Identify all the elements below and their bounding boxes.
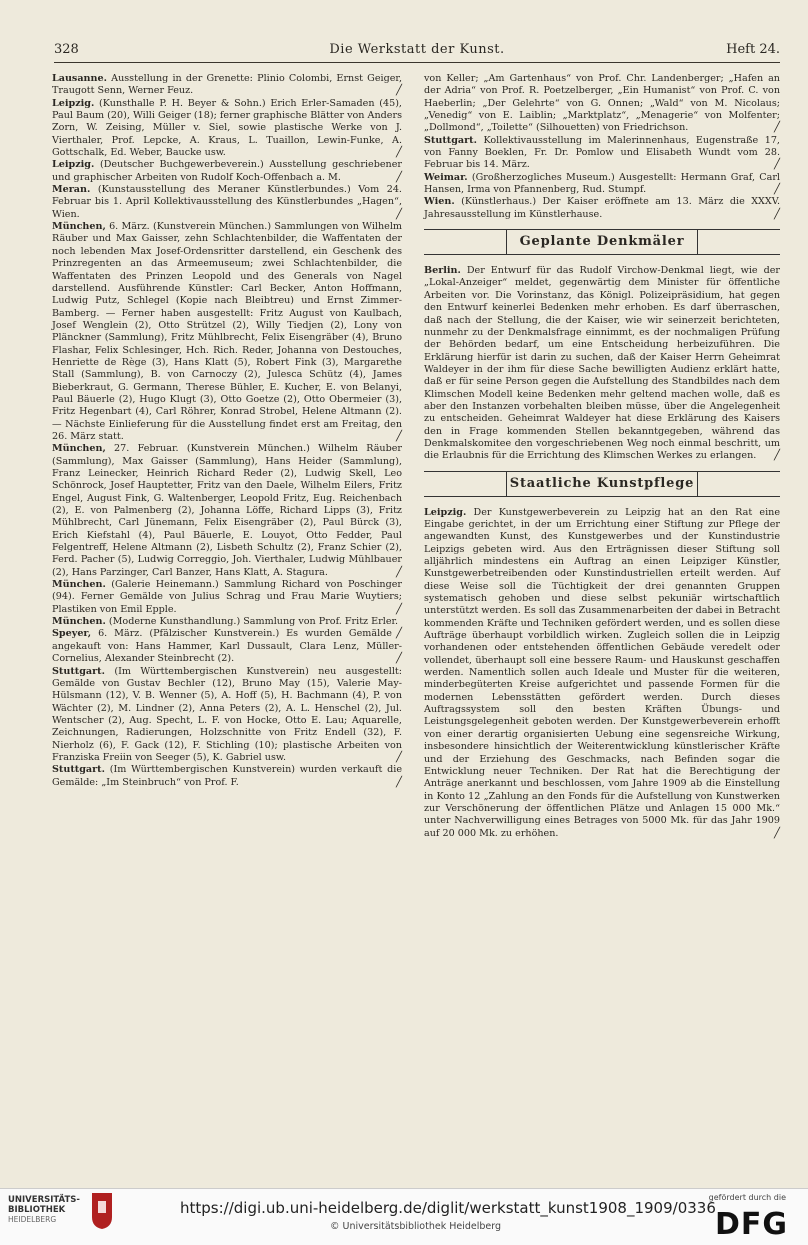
place-keyword: München, [52,221,106,233]
notice-entry [52,443,402,579]
notice-text: Der Entwurf für das Rudolf Virchow-Denkmal liegt, wie der „Lokal-Anzeiger“ meldet, gegenwärtig dem Minister für öffentliche Arbeiten vor. Die Vorinstanz, das Königl. Polizeipräsidium, hat gegen den Entwurf keinerlei Bedenken mehr erhoben. Es darf überraschen, daß nach der Stellung, die der Kaiser, wie wir seinerzeit berichteten, nunmehr zu der Denkmalsfrage einnimmt, es der nochmaligen Prüfung der Behörden bedarf, um eine Entscheidung herbeizuführen. Die Erklärung hierfür ist darin zu suchen, daß der Kaiser Herrn Geheimrat Waldeyer in der ihm für diese Sache bewilligten Audienz erklärt hatte, daß er für seine Person gegen die Aufstellung des Standbildes nach dem Klimschen Modell keine Bedenken mehr geltend machen wolle, daß es aber den Instanzen vorbehalten bleiben müsse, über die Angelegenheit zu entscheiden. Geheimrat Waldeyer hat diese Erklärung des Kaisers den in Frage kommenden Stellen bekanntgegeben, während das Denkmalskomitee den vorgeschriebenen Weg noch einmal beschritt, um die Erlaubnis für die Errichtung des Klimschen Werkes zu erlangen. [424,265,780,462]
notice-text: (Deutscher Buchgewerbeverein.) Ausstellung geschriebener und graphischer Arbeiten von Rudolf Koch-Offenbach a. M. [52,159,402,183]
notice-entry [52,579,402,616]
section-title: Geplante Denkmäler [506,230,698,254]
right-column-entries [424,73,780,221]
place-keyword: Leipzig. [424,506,467,518]
notice-text: (Kunsthalle P. H. Beyer & Sohn.) Erich Erler-Samaden (45), Paul Baum (20), Willi Geiger (18); ferner graphische Blätter von Anders Zorn, W. Zeising, Müller v. Siel, sowie plastische Werke von J. Vierthaler, Prof. Lepcke, A. Kraus, L. Tuaillon, Lewin-Funke, A. Gottschalk, Ed. Weber, Baucke usw. [52,97,402,159]
strike-mark-icon: ╱ [395,430,402,442]
place-keyword: München, [52,443,106,455]
notice-text: 27. Februar. (Kunstverein München.) Wilhelm Räuber (Sammlung), Max Gaisser (Sammlung), Hans Heider (Sammlung), Franz Leinecker, Heinrich Richard Reder (2), Ludwig Skell, Leo Schönrock, Josef Hauptetter, Fritz van den Daele, Wilhelm Eilers, Fritz Engel, August Fink, G. Waltenberger, Leopold Fritz, Eug. Reichenbach (2), E. von Palmenberg (2), Johanna Löffe, Richard Lipps (3), Fritz Mühlbrecht, Carl Jünemann, Felix Eisengräber (2), Paul Bürck (3), Erich Kiefstahl (4), Paul Bäuerle, E. Louyot, Otto Fedder, Paul Felgentreff, Helene Altmann (2), Lisbeth Schultz (2), Franz Schier (2), Ferd. Pacher (5), Ludwig Correggio, Joh. Vierthaler, Ludwig Mühlbauer (2), Hans Parzinger, Carl Banzer, Hans Klatt, A. Stagura. [52,443,402,578]
strike-mark-icon: ╱ [395,628,402,640]
notice-entry [424,507,780,840]
place-keyword: Wien. [424,196,455,208]
notice-text: (Im Württembergischen Kunstverein) wurden verkauft die Gemälde: „Im Steinbruch“ von Prof. F. [52,764,402,788]
strike-mark-icon: ╱ [395,603,402,615]
copyright-notice: © Universitätsbibliothek Heidelberg [330,1221,502,1232]
strike-mark-icon: ╱ [395,208,402,220]
notice-entry [424,73,780,135]
notice-text: (Kunstausstellung des Meraner Künstlerbundes.) Vom 24. Februar bis 1. April Kollektivausstellung des Künstlerbundes „Hagen“, Wien. [52,184,402,220]
notice-text: Der Kunstgewerbeverein zu Leipzig hat an den Rat eine Eingabe gerichtet, in der um Errichtung einer Stiftung zur Pflege der angewandten Kunst, des Kunstgewerbes und der Kunstindustrie Leipzigs gebeten wird. Aus den Erträgnissen dieser Stiftung soll alljährlich mindestens ein Auftrag an einen Leipziger Künstler, Kunstgewerbetreibenden oder Kunstindustriellen erteilt werden. Auf diese Weise soll die Tüchtigkeit der drei genannten Gruppen systematisch gehoben und diese selbst pekuniär wirtschaftlich unterstützt werden. Es soll das Zusammenarbeiten der dabei in Betracht kommenden Kräfte und Techniken gefördert werden, und es sollen diese Aufträge überhaupt vorbildlich wirken. Zugleich sollen die in Leipzig vorhandenen oder entstehenden öffentlichen Gebäude veredelt oder vollendet, überhaupt soll eine bessere Raum- und Hauskunst geschaffen werden. Namentlich sollen auch Ideale und Muster für die weiteren, minderbegüterten Kreise aufgerichtet und passende Formen für die modernen Lebensstätten gefördert werden. Durch dieses Auftragssystem soll den besten Kräften Übungs- und Leistungsgelegenheit geboten werden. Der Kunstgewerbeverein erhofft von einer derartig organisierten Uebung eine segensreiche Wirkung, insbesondere hinsichtlich der Weiterentwicklung künstlerischer Kräfte und der Erziehung des Geschmacks, nach Befinden sogar die Entwicklung neuer Techniken. Der Rat hat die Berechtigung der Anträge anerkannt und beschlossen, vom Jahre 1909 ab die Einstellung in Konto 12 „Zahlung an den Fonds für die Aufstellung von Kunstwerken zur Verschönerung der öffentlichen Plätze und Anlagen 15 000 Mk.“ unter Nachverwilligung eines Betrages von 5000 Mk. für das Jahr 1909 auf 20 000 Mk. zu erhöhen. [424,506,780,839]
strike-mark-icon: ╱ [773,122,780,134]
place-keyword: München. [52,616,106,628]
notice-text: (Großherzogliches Museum.) Ausgestellt: Hermann Graf, Carl Hansen, Irma von Pfannenberg, Rud. Stumpf. [424,171,780,196]
strike-mark-icon: ╱ [773,827,780,839]
page-header [54,40,780,63]
permalink-url[interactable]: https://digi.ub.uni-heidelberg.de/diglit/werkstatt_kunst1908_1909/0336 [180,1199,716,1217]
place-keyword: Berlin. [424,265,461,277]
notice-text: Kollektivausstellung im Malerinnenhaus, Eugenstraße 17, von Fanny Boeklen, Fr. Dr. Pomlow und Elisabeth Wundt vom 28. Februar bis 14. März. [424,134,780,171]
place-keyword: Stuttgart. [424,134,477,146]
running-title: Die Werkstatt der Kunst. [329,42,505,57]
page-number: 328 [54,42,79,57]
university-seal-icon [88,1191,116,1231]
strike-mark-icon: ╱ [395,85,402,97]
place-keyword: Speyer, [52,628,92,640]
place-keyword: Stuttgart. [52,764,105,776]
notice-entry [52,73,402,98]
notice-text: Ausstellung in der Grenette: Plinio Colombi, Ernst Geiger, Traugott Senn, Werner Feuz. [52,73,402,97]
strike-mark-icon: ╱ [395,751,402,763]
place-keyword: Lausanne. [52,73,107,84]
strike-mark-icon: ╱ [395,653,402,665]
strike-mark-icon: ╱ [773,159,780,171]
strike-mark-icon: ╱ [395,776,402,788]
strike-mark-icon: ╱ [395,171,402,183]
notice-entry [52,666,402,765]
notice-entry [52,764,402,789]
logo-line: BIBLIOTHEK [8,1205,66,1215]
notice-text: (Künstlerhaus.) Der Kaiser eröffnete am 13. März die XXXV. Jahresausstellung im Künstlerhause. [424,196,780,220]
notice-entry [52,184,402,221]
strike-mark-icon: ╱ [395,147,402,159]
library-footer [0,1188,808,1245]
place-keyword: Weimar. [424,171,468,183]
notice-entry [424,265,780,463]
notice-entry [52,159,402,184]
notice-text: 6. März. (Pfälzischer Kunstverein.) Es wurden Gemälde angekauft von: Hans Hammer, Karl Dussault, Clara Lenz, Müller-Cornelius, Alexander Steinbrecht (2). [52,628,402,665]
place-keyword: Stuttgart. [52,665,105,677]
notice-entry [52,628,402,665]
logo-line: UNIVERSITÄTS- [8,1195,80,1205]
notice-entry [424,172,780,197]
section-heading-denkmaeler [424,229,780,255]
place-keyword: München. [52,579,106,591]
section-kunstpflege-entries [424,507,780,840]
notice-text: von Keller; „Am Gartenhaus“ von Prof. Chr. Landenberger; „Hafen an der Adria“ von Prof. R. Poetzelberger, „Ein Humanist“ von Prof. C. von Haeberlin; „Der Gelehrte“ von G. Onnen; „Wald“ von M. Nicolaus; „Venedig“ von E. Laiblin; „Marktplatz“, „Menagerie“ von Molfenter; „Dollmond“, „Toilette“ (Silhouetten) von Friedrichson. [424,73,780,134]
notice-text: (Galerie Heinemann.) Sammlung Richard von Poschinger (94). Ferner Gemälde von Julius Schrag und Frau Marie Wuytiers; Plastiken von Emil Epple. [52,579,402,615]
section-title: Staatliche Kunstpflege [506,472,698,496]
notice-entry [424,135,780,172]
dfg-logo[interactable]: DFG [714,1207,788,1242]
place-keyword: Leipzig. [52,97,95,109]
notice-entry [52,221,402,443]
notice-entry [424,196,780,221]
notice-text: 6. März. (Kunstverein München.) Sammlungen von Wilhelm Räuber und Max Gaisser, zehn Schlachtenbilder, die Waffentaten der noch lebenden Max Josef-Ordensritter darstellend, ein Geschenk des Prinzregenten an das Armeemuseum; zwei Schlachtenbilder, die Waffentaten des Prinzen Leopold und des Generals von Nagel darstellend. Ausführende Künstler: Carl Becker, Anton Hoffmann, Ludwig Putz, Schlegel (Kopie nach Bleibtreu) und Ernst Zimmer-Bamberg. — Ferner haben ausgestellt: Fritz August von Kaulbach, Josef Wenglein (2), Otto Strützel (2), Willy Tiedjen (2), Lony von Plänckner (Sammlung), Fritz Mühlbrecht, Felix Eisengräber (4), Bruno Flashar, Felix Schlesinger, Hch. Rich. Reder, Johanna von Destouches, Henriette de Rège (3), Hans Klatt (5), Robert Fink (3), Margarethe Stall (Sammlung), B. von Carnoczy (2), Julesca Schütz (4), James Bieberkraut, G. Germann, Therese Bühler, E. Kucher, E. von Belanyi, Paul Bäuerle (2), Hugo Klugt (3), Otto Goetze (2), Otto Obermeier (3), Fritz Hegenbart (4), Carl Röhrer, Konrad Strobel, Helene Altmann (2). — Nächste Einlieferung für die Ausstellung findet erst am Freitag, den 26. März statt. [52,221,402,442]
section-denkmaeler-entries [424,265,780,463]
notice-entry [52,98,402,160]
notice-text: (Im Württembergischen Kunstverein) neu ausgestellt: Gemälde von Gustav Bechler (12), Bruno May (15), Valerie May-Hülsmann (12), V. B. Wenner (5), A. Hoff (5), H. Bachmann (4), P. von Wächter (2), M. Lindner (2), Anna Peters (2), A. L. Henschel (2), Jul. Wentscher (2), Aug. Specht, L. F. von Hocke, Otto E. Lau; Aquarelle, Zeichnungen, Radierungen, Holzschnitte von Fritz Endell (32), F. Nierholz (6), F. Gack (12), F. Stichling (10); plastische Arbeiten von Franziska Freiin von Seeger (5), K. Gabriel usw. [52,665,402,763]
section-heading-kunstpflege [424,471,780,497]
place-keyword: Leipzig. [52,159,95,171]
notice-text: (Moderne Kunsthandlung.) Sammlung von Prof. Fritz Erler. [105,616,399,628]
place-keyword: Meran. [52,184,91,196]
strike-mark-icon: ╱ [773,184,780,196]
left-column [52,73,402,789]
funding-note: gefördert durch die [708,1193,786,1202]
logo-line: HEIDELBERG [8,1215,57,1224]
strike-mark-icon: ╱ [395,566,402,578]
strike-mark-icon: ╱ [773,450,780,462]
strike-mark-icon: ╱ [773,208,780,220]
issue-number: Heft 24. [726,42,780,57]
right-column [424,73,780,840]
